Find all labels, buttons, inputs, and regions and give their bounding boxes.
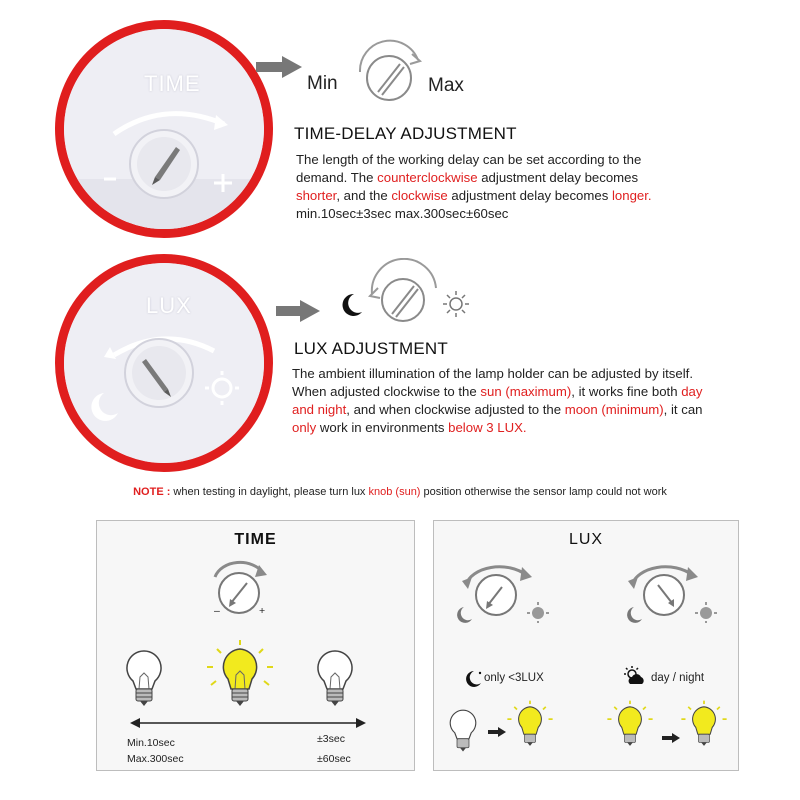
moon-icon xyxy=(340,292,364,318)
time-desc-line-3: shorter, and the clockwise adjustment delay becomes longer. xyxy=(296,188,652,203)
lux-desc-line-3: and night, and when clockwise adjusted to the moon (minimum), it can xyxy=(292,402,703,417)
bulb-on-icon xyxy=(506,697,554,755)
time-description xyxy=(296,151,756,223)
lux-day-night-label: day / night xyxy=(651,672,705,684)
arrow-right-icon xyxy=(276,300,320,322)
time-max-value: Max.300sec xyxy=(127,753,184,765)
note-line: NOTE : when testing in daylight, please turn lux knob (sun) position otherwise the sensor lamp could not work xyxy=(133,486,667,498)
bulb-on-icon xyxy=(680,697,728,755)
bulb-on-icon xyxy=(205,639,275,715)
lux-dial-icon xyxy=(364,258,444,328)
arrow-right-icon xyxy=(488,727,506,737)
time-knob-photo xyxy=(55,20,273,238)
bulb-off-icon xyxy=(124,649,164,711)
time-heading: TIME-DELAY ADJUSTMENT xyxy=(294,124,517,143)
time-max-tolerance: ±60sec xyxy=(317,753,351,765)
lux-desc-line-1: The ambient illumination of the lamp holder can be adjusted by itself. xyxy=(292,366,693,381)
bulb-off-icon xyxy=(448,707,478,757)
time-max-label: Max xyxy=(428,75,464,96)
double-arrow-icon xyxy=(130,717,366,729)
lux-heading: LUX ADJUSTMENT xyxy=(294,339,448,358)
lux-dial-sun-icon xyxy=(620,557,720,623)
time-dial-icon xyxy=(350,32,428,110)
lux-only-label: only <3LUX xyxy=(484,672,544,684)
time-min-value: Min.10sec xyxy=(127,737,175,749)
sun-cloud-icon xyxy=(622,666,648,686)
lux-photo-label: LUX xyxy=(146,293,192,318)
sun-icon xyxy=(442,290,470,318)
lux-description xyxy=(292,365,772,437)
note-label: NOTE : xyxy=(133,486,171,498)
lux-desc-line-2: When adjusted clockwise to the sun (maximum), it works fine both day xyxy=(292,384,703,399)
time-panel xyxy=(96,520,415,771)
lux-panel-title: LUX xyxy=(568,531,604,548)
time-desc-line-1: The length of the working delay can be set according to the xyxy=(296,152,642,167)
arrow-right-icon xyxy=(662,733,680,743)
bulb-off-icon xyxy=(315,649,355,711)
lux-panel xyxy=(433,520,739,771)
time-panel-plus: + xyxy=(259,605,266,617)
lux-knob-photo xyxy=(55,254,273,472)
time-panel-title: TIME xyxy=(234,531,277,548)
lux-desc-line-4: only work in environments below 3 LUX. xyxy=(292,420,527,435)
lux-dial-moon-icon xyxy=(452,557,562,623)
time-min-label: Min xyxy=(307,73,338,94)
time-panel-minus: – xyxy=(214,605,220,617)
time-min-tolerance: ±3sec xyxy=(317,733,345,745)
arrow-right-icon xyxy=(256,56,302,78)
moon-stars-icon xyxy=(464,669,484,689)
time-desc-line-2: demand. The counterclockwise adjustment delay becomes xyxy=(296,170,639,185)
time-desc-line-4: min.10sec±3sec max.300sec±60sec xyxy=(296,206,509,221)
bulb-on-icon xyxy=(606,697,654,755)
time-photo-label: TIME xyxy=(144,71,201,96)
